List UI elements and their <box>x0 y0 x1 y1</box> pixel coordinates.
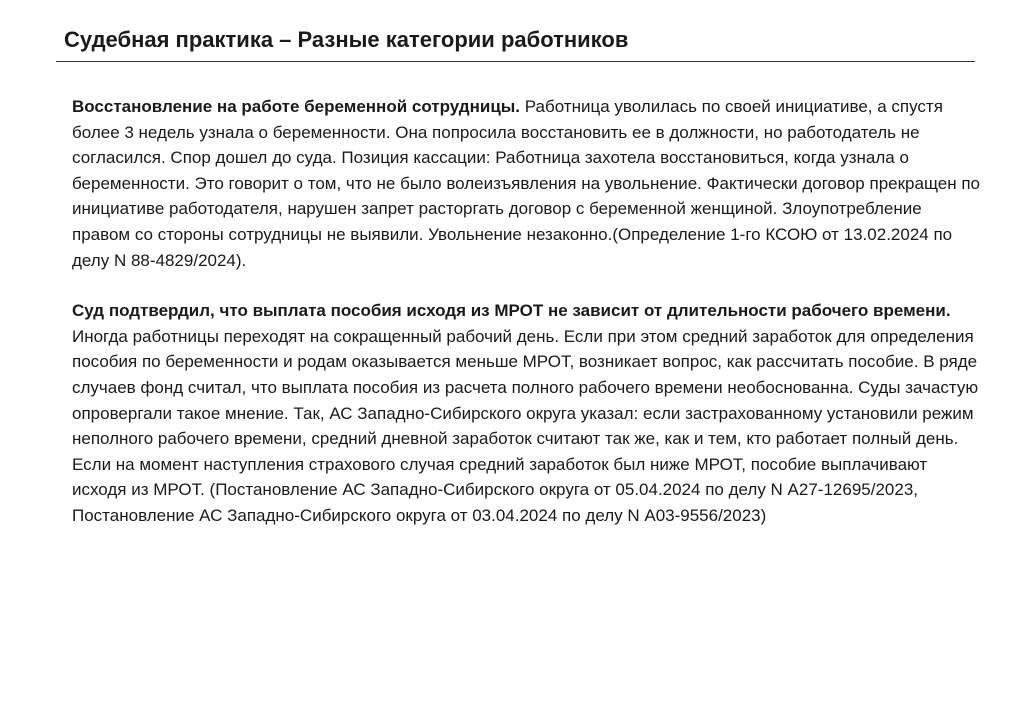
paragraph-heading: Суд подтвердил, что выплата пособия исходя из МРОТ не зависит от длительности рабочего времени. <box>72 301 951 321</box>
page-title: Судебная практика – Разные категории работников <box>64 27 629 52</box>
paragraph-heading: Восстановление на работе беременной сотрудницы. <box>72 97 521 116</box>
paragraph-pregnant-reinstatement <box>72 94 982 273</box>
paragraph-text: Иногда работницы переходят на сокращенный рабочий день. Если при этом средний заработок для определения пособия по беременности и родам оказывается меньше МРОТ, возникает вопрос, как рассчитать пособие. В ряде случаев фонд считал, что выплата пособия из расчета полного рабочего времени необоснованна. Суды зачастую опровергали такое мнение. Так, АС Западно-Сибирского округа указал: если застрахованному установили режим неполного рабочего времени, средний дневной заработок считают так же, как и тем, кто работает полный день. Если на момент наступления страхового случая средний заработок был ниже МРОТ, пособие выплачивают исходя из МРОТ. (Постановление АС Западно-Сибирского округа от 05.04.2024 по делу N А27-12695/2023, Постановление АС Западно-Сибирского округа от 03.04.2024 по делу N А03-9556/2023) <box>72 326 979 525</box>
title-divider <box>56 61 975 62</box>
slide-content <box>72 94 982 554</box>
paragraph-mrot-benefit <box>72 298 982 528</box>
paragraph-text: Работница уволилась по своей инициативе, а спустя более 3 недель узнала о беременности. Она попросила восстановить ее в должности, но работодатель не согласился. Спор дошел до суда. Позиция кассации: Работница захотела восстановиться, когда узнала о беременности. Это говорит о том, что не было волеизъявления на увольнение. Фактически договор прекращен по инициативе работодателя, нарушен запрет расторгать договор с беременной женщиной. Злоупотребление правом со стороны сотрудницы не выявили. Увольнение незаконно.(Определение 1-го КСОЮ от 13.02.2024 по делу N 88-4829/2024). <box>72 97 980 270</box>
